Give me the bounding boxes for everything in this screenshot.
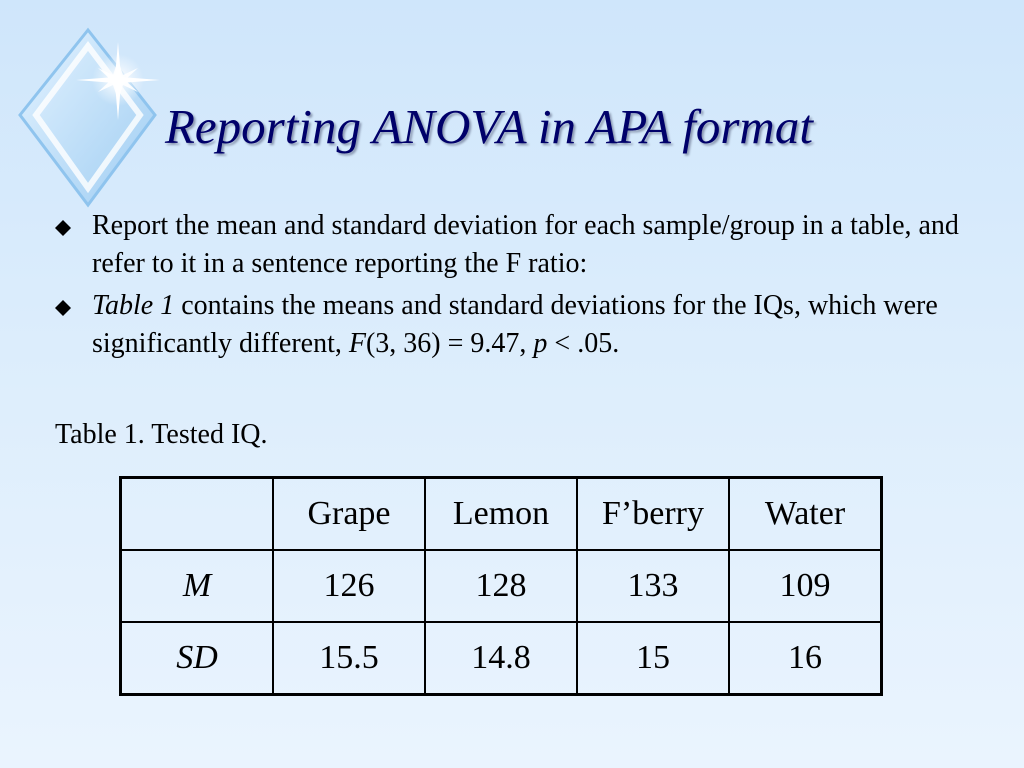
table-cell: 16 [729, 622, 882, 695]
table-cell: 126 [273, 550, 425, 622]
table-cell: 109 [729, 550, 882, 622]
table-row [121, 622, 882, 695]
bullet-item [50, 287, 970, 363]
table-cell: 128 [425, 550, 577, 622]
table-row [121, 550, 882, 622]
diamond-bullet-icon [50, 207, 92, 249]
row-header: SD [121, 622, 274, 695]
bullet-text [92, 287, 962, 363]
column-header: Water [729, 478, 882, 551]
row-header: M [121, 550, 274, 622]
diamond-bullet-icon [50, 287, 92, 329]
table-cell: 133 [577, 550, 729, 622]
column-header: F’berry [577, 478, 729, 551]
column-header: Grape [273, 478, 425, 551]
table-corner-cell [121, 478, 274, 551]
table-cell: 14.8 [425, 622, 577, 695]
p-symbol: p [533, 328, 548, 359]
p-value: < .05. [547, 328, 620, 359]
column-header: Lemon [425, 478, 577, 551]
table-cell: 15.5 [273, 622, 425, 695]
slide-title: Reporting ANOVA in APA format [165, 99, 813, 154]
f-symbol: F [348, 328, 366, 359]
iq-table [119, 476, 883, 696]
bullet-list [50, 207, 970, 367]
table-caption: Table 1. Tested IQ. [55, 419, 268, 450]
bullet-text: Report the mean and standard deviation for each sample/group in a table, and refer to it in a sentence reporting the F ratio: [92, 210, 959, 279]
bullet-item [50, 207, 970, 283]
table-header-row [121, 478, 882, 551]
table-cell: 15 [577, 622, 729, 695]
bullet-text-part: contains the means and standard deviations for the IQs, which were significantly different, [92, 290, 938, 359]
table-reference: Table 1 [92, 290, 175, 321]
f-statistic: (3, 36) = 9.47, [365, 328, 534, 359]
